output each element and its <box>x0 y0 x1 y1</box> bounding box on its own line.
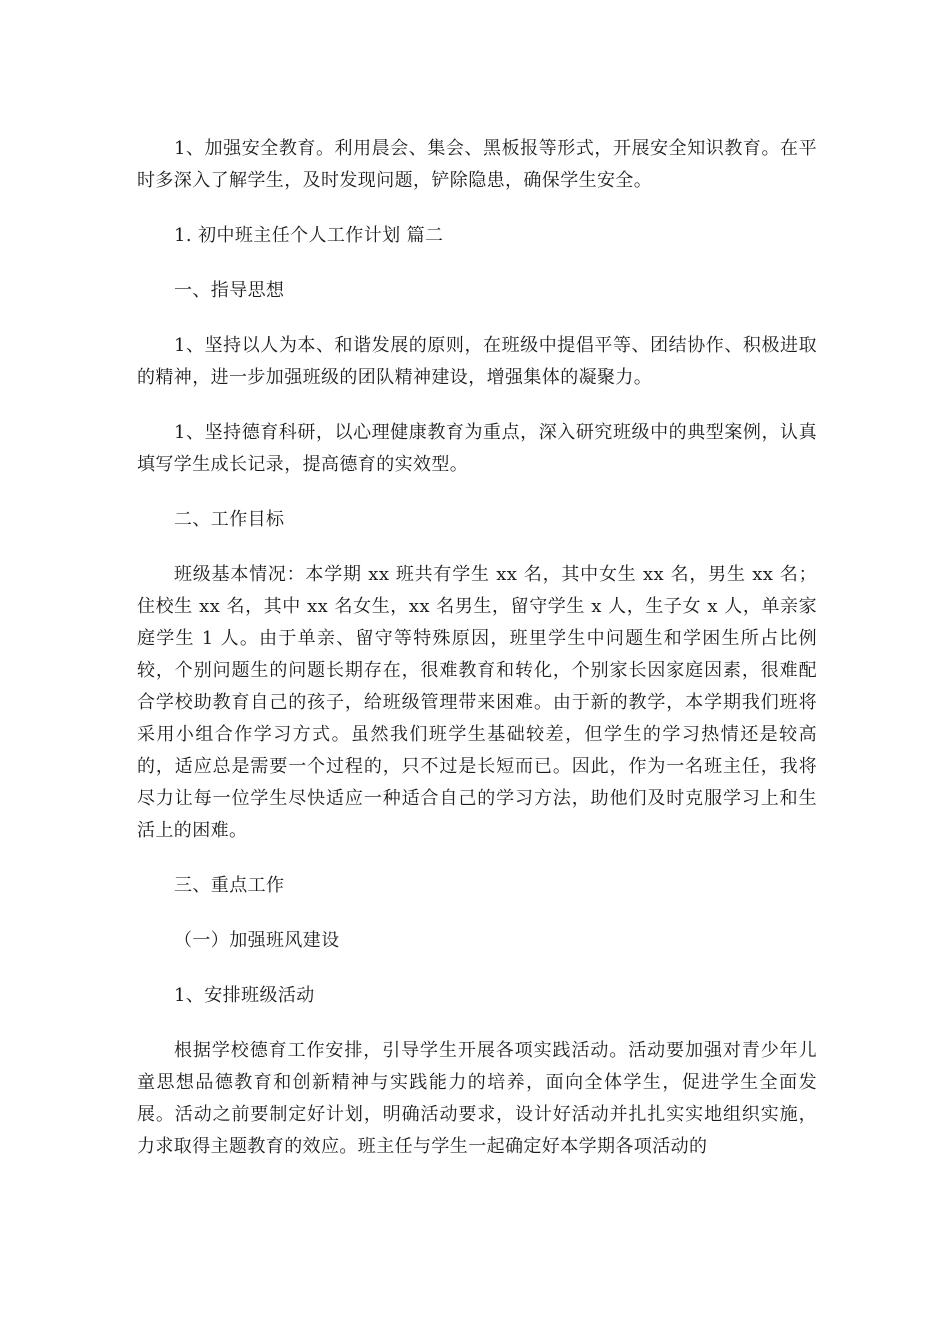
paragraph-moral-research: 1、坚持德育科研，以心理健康教育为重点，深入研究班级中的典型案例，认真填写学生成长记录，提高德育的实效型。 <box>137 422 817 475</box>
paragraph-class-situation: 班级基本情况：本学期 xx 班共有学生 xx 名，其中女生 xx 名，男生 xx 名；住校生 xx 名，其中 xx 名女生，xx 名男生，留守学生 x 人，生子女 x 人，单亲家庭学生 1 人。由于单亲、留守等特殊原因，班里学生中问题生和学困生所占比例较，个别问题生的问题长期存在，很难教育和转化，个别家长因家庭因素，很难配合学校助教育自己的孩子，给班级管理带来困难。由于新的教学，本学期我们班将采用小组合作学习方式。虽然我们班学生基础较差，但学生的学习热情还是较高的，适应总是需要一个过程的，只不过是长短而已。因此，作为一名班主任，我将尽力让每一位学生尽快适应一种适合自己的学习方法，助他们及时克服学习上和生活上的困难。 <box>137 564 817 841</box>
subheading-class-activities: 1、安排班级活动 <box>174 985 315 1006</box>
paragraph-people-oriented: 1、坚持以人为本、和谐发展的原则，在班级中提倡平等、团结协作、积极进取的精神，进一步加强班级的团队精神建设，增强集体的凝聚力。 <box>137 335 817 388</box>
section-title-plan-part-two: 1. 初中班主任个人工作计划 篇二 <box>174 225 444 246</box>
paragraph-activity-plan: 根据学校德育工作安排，引导学生开展各项实践活动。活动要加强对青少年儿童思想品德教育和创新精神与实践能力的培养，面向全体学生，促进学生全面发展。活动之前要制定好计划，明确活动要求，设计好活动并扎扎实实地组织实施，力求取得主题教育的效应。班主任与学生一起确定好本学期各项活动的 <box>137 1040 817 1157</box>
heading-key-work: 三、重点工作 <box>174 875 285 896</box>
paragraph-safety-education: 1、加强安全教育。利用晨会、集会、黑板报等形式，开展安全知识教育。在平时多深入了解学生，及时发现问题，铲除隐患，确保学生安全。 <box>137 138 817 191</box>
subheading-class-style: （一）加强班风建设 <box>174 930 340 951</box>
heading-guiding-ideology: 一、指导思想 <box>174 280 285 301</box>
document-body <box>137 133 817 1186</box>
heading-work-goals: 二、工作目标 <box>174 509 285 530</box>
